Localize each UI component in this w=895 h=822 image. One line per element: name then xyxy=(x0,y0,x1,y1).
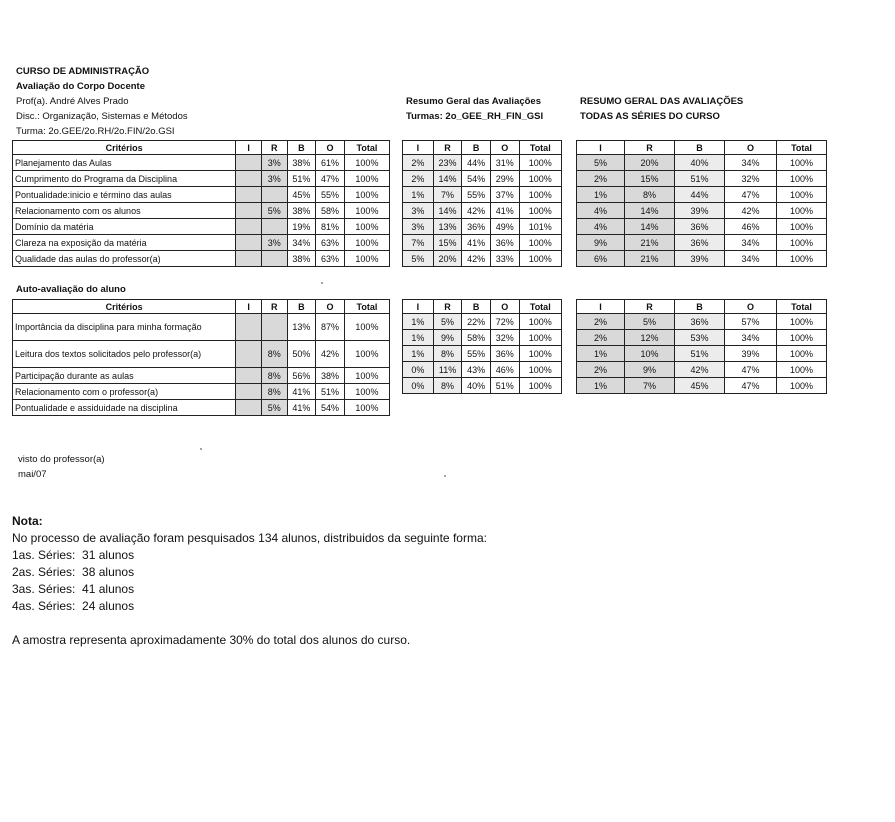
col-r-cell: 8% xyxy=(433,378,462,394)
col-r-cell: 8% xyxy=(261,384,287,400)
col-i-cell: 0% xyxy=(403,362,434,378)
all-series-title: RESUMO GERAL DAS AVALIAÇÕES xyxy=(580,96,744,107)
col-b-cell: 36% xyxy=(675,219,725,235)
total-cell: 100% xyxy=(344,384,389,400)
col-o-cell: 36% xyxy=(490,346,519,362)
scan-speck xyxy=(200,448,202,450)
col-r-cell: 21% xyxy=(625,251,675,267)
table-row xyxy=(13,219,390,235)
col-b-cell: 56% xyxy=(287,368,316,384)
col-i-cell xyxy=(236,341,262,368)
col-r-cell: 23% xyxy=(433,155,462,171)
table-row xyxy=(577,155,827,171)
total-cell: 100% xyxy=(519,251,561,267)
col-r-cell: 3% xyxy=(261,171,287,187)
col-b-header: B xyxy=(462,141,491,155)
col-o-cell: 61% xyxy=(316,155,345,171)
col-i-cell: 1% xyxy=(577,346,625,362)
col-i-cell xyxy=(236,235,262,251)
col-o-cell: 47% xyxy=(725,362,777,378)
criteria-cell: Leitura dos textos solicitados pelo professor(a) xyxy=(13,341,236,368)
col-r-cell: 15% xyxy=(625,171,675,187)
col-b-cell: 45% xyxy=(287,187,316,203)
teacher-eval-table-summary xyxy=(402,140,562,267)
col-i-header: I xyxy=(577,300,625,314)
table-header-row xyxy=(577,300,827,314)
col-i-cell xyxy=(236,251,262,267)
col-b-cell: 54% xyxy=(462,171,491,187)
total-cell: 100% xyxy=(344,341,389,368)
table-row xyxy=(13,314,390,341)
col-o-cell: 49% xyxy=(490,219,519,235)
table-row xyxy=(13,384,390,400)
col-r-header: R xyxy=(625,300,675,314)
col-b-cell: 42% xyxy=(462,203,491,219)
col-i-header: I xyxy=(403,141,434,155)
col-total-header: Total xyxy=(777,141,827,155)
criteria-cell: Planejamento das Aulas xyxy=(13,155,236,171)
col-i-cell: 2% xyxy=(403,155,434,171)
table-row xyxy=(403,171,562,187)
col-b-cell: 39% xyxy=(675,203,725,219)
col-i-cell: 0% xyxy=(403,378,434,394)
col-b-cell: 22% xyxy=(462,314,491,330)
total-cell: 100% xyxy=(344,155,389,171)
col-i-cell: 6% xyxy=(577,251,625,267)
total-cell: 100% xyxy=(519,171,561,187)
summary-title: Resumo Geral das Avaliações xyxy=(406,96,541,107)
total-cell: 100% xyxy=(344,171,389,187)
col-b-cell: 34% xyxy=(287,235,316,251)
col-b-cell: 19% xyxy=(287,219,316,235)
col-i-cell xyxy=(236,384,262,400)
col-i-cell xyxy=(236,203,262,219)
col-b-cell: 55% xyxy=(462,187,491,203)
table-row xyxy=(403,362,562,378)
criteria-header: Critérios xyxy=(13,300,236,314)
self-eval-table-all-series xyxy=(576,299,827,394)
criteria-cell: Pontualidade:inicio e término das aulas xyxy=(13,187,236,203)
col-o-cell: 37% xyxy=(490,187,519,203)
col-i-cell: 2% xyxy=(403,171,434,187)
total-cell: 100% xyxy=(519,378,561,394)
col-r-cell: 3% xyxy=(261,155,287,171)
col-b-cell: 45% xyxy=(675,378,725,394)
col-r-cell: 21% xyxy=(625,235,675,251)
col-i-header: I xyxy=(577,141,625,155)
table-row xyxy=(577,171,827,187)
col-total-header: Total xyxy=(777,300,827,314)
professor-name: Prof(a). André Alves Prado xyxy=(16,96,129,107)
col-o-cell: 47% xyxy=(316,171,345,187)
total-cell: 101% xyxy=(519,219,561,235)
table-row xyxy=(403,187,562,203)
col-r-cell: 8% xyxy=(261,341,287,368)
col-r-cell: 14% xyxy=(433,203,462,219)
col-o-cell: 54% xyxy=(316,400,345,416)
col-i-header: I xyxy=(403,300,434,314)
col-o-cell: 87% xyxy=(316,314,345,341)
total-cell: 100% xyxy=(519,314,561,330)
criteria-cell: Relacionamento com o professor(a) xyxy=(13,384,236,400)
col-i-cell xyxy=(236,400,262,416)
scan-speck xyxy=(444,475,446,477)
col-r-cell: 5% xyxy=(625,314,675,330)
col-b-cell: 43% xyxy=(462,362,491,378)
col-r-header: R xyxy=(261,300,287,314)
table-row xyxy=(403,155,562,171)
col-i-cell: 1% xyxy=(403,314,434,330)
col-r-header: R xyxy=(261,141,287,155)
col-b-cell: 36% xyxy=(675,235,725,251)
col-o-header: O xyxy=(490,141,519,155)
col-b-cell: 40% xyxy=(462,378,491,394)
total-cell: 100% xyxy=(344,251,389,267)
col-r-cell: 20% xyxy=(433,251,462,267)
all-series-subtitle: TODAS AS SÉRIES DO CURSO xyxy=(580,111,720,122)
col-b-cell: 41% xyxy=(287,384,316,400)
total-cell: 100% xyxy=(777,362,827,378)
col-i-cell xyxy=(236,219,262,235)
total-cell: 100% xyxy=(777,314,827,330)
self-eval-table-summary xyxy=(402,299,562,394)
col-i-cell: 3% xyxy=(403,219,434,235)
col-i-cell: 1% xyxy=(403,187,434,203)
col-i-cell: 3% xyxy=(403,203,434,219)
table-row xyxy=(577,362,827,378)
col-r-cell: 8% xyxy=(261,368,287,384)
criteria-header: Critérios xyxy=(13,141,236,155)
total-cell: 100% xyxy=(777,187,827,203)
col-b-cell: 13% xyxy=(287,314,316,341)
col-b-cell: 40% xyxy=(675,155,725,171)
table-row xyxy=(13,400,390,416)
col-r-header: R xyxy=(433,300,462,314)
total-cell: 100% xyxy=(344,400,389,416)
criteria-cell: Importância da disciplina para minha formação xyxy=(13,314,236,341)
col-o-cell: 51% xyxy=(316,384,345,400)
col-b-cell: 53% xyxy=(675,330,725,346)
col-b-header: B xyxy=(287,141,316,155)
col-b-header: B xyxy=(675,300,725,314)
col-i-cell: 1% xyxy=(577,378,625,394)
col-o-cell: 41% xyxy=(490,203,519,219)
table-row xyxy=(13,341,390,368)
col-i-cell: 2% xyxy=(577,314,625,330)
col-o-cell: 39% xyxy=(725,346,777,362)
col-o-cell: 46% xyxy=(490,362,519,378)
col-b-cell: 36% xyxy=(462,219,491,235)
col-b-cell: 39% xyxy=(675,251,725,267)
scan-speck xyxy=(321,282,323,284)
col-b-cell: 44% xyxy=(675,187,725,203)
total-cell: 100% xyxy=(344,368,389,384)
col-o-cell: 32% xyxy=(725,171,777,187)
col-r-cell xyxy=(261,219,287,235)
table-row xyxy=(577,330,827,346)
col-b-header: B xyxy=(675,141,725,155)
col-b-cell: 38% xyxy=(287,251,316,267)
report-date: mai/07 xyxy=(18,469,47,480)
self-eval-table-class xyxy=(12,299,390,416)
col-o-header: O xyxy=(725,141,777,155)
col-b-cell: 50% xyxy=(287,341,316,368)
col-r-cell: 7% xyxy=(433,187,462,203)
col-o-header: O xyxy=(725,300,777,314)
col-i-cell: 4% xyxy=(577,203,625,219)
criteria-cell: Qualidade das aulas do professor(a) xyxy=(13,251,236,267)
col-i-cell: 5% xyxy=(577,155,625,171)
teacher-eval-table-class xyxy=(12,140,390,267)
col-b-cell: 42% xyxy=(675,362,725,378)
col-i-cell: 1% xyxy=(403,346,434,362)
table-row xyxy=(577,203,827,219)
series-item: 4as. Séries: 24 alunos xyxy=(12,599,135,613)
col-i-cell xyxy=(236,187,262,203)
series-item: 2as. Séries: 38 alunos xyxy=(12,565,135,579)
table-row xyxy=(577,187,827,203)
table-row xyxy=(403,314,562,330)
col-b-cell: 41% xyxy=(462,235,491,251)
total-cell: 100% xyxy=(519,362,561,378)
col-o-cell: 63% xyxy=(316,235,345,251)
col-i-cell: 9% xyxy=(577,235,625,251)
total-cell: 100% xyxy=(519,187,561,203)
col-r-cell xyxy=(261,187,287,203)
col-o-cell: 33% xyxy=(490,251,519,267)
series-list xyxy=(12,547,134,615)
table-row xyxy=(577,251,827,267)
col-i-cell: 1% xyxy=(577,187,625,203)
col-r-header: R xyxy=(625,141,675,155)
summary-classes: Turmas: 2o_GEE_RH_FIN_GSI xyxy=(406,111,544,122)
total-cell: 100% xyxy=(777,251,827,267)
total-cell: 100% xyxy=(777,346,827,362)
col-r-cell: 15% xyxy=(433,235,462,251)
table-row xyxy=(403,203,562,219)
total-cell: 100% xyxy=(777,330,827,346)
table-header-row xyxy=(403,141,562,155)
professor-signature-label: visto do professor(a) xyxy=(18,454,105,465)
total-cell: 100% xyxy=(519,346,561,362)
table-row xyxy=(403,378,562,394)
col-o-cell: 47% xyxy=(725,187,777,203)
col-r-cell: 14% xyxy=(433,171,462,187)
table-row xyxy=(403,346,562,362)
table-row xyxy=(577,378,827,394)
table-row xyxy=(13,251,390,267)
col-o-cell: 46% xyxy=(725,219,777,235)
course-title: CURSO DE ADMINISTRAÇÃO xyxy=(16,66,150,77)
table-row xyxy=(13,171,390,187)
col-o-cell: 72% xyxy=(490,314,519,330)
col-i-cell: 2% xyxy=(577,171,625,187)
sample-note: A amostra representa aproximadamente 30% do total dos alunos do curso. xyxy=(12,633,411,647)
col-total-header: Total xyxy=(519,141,561,155)
table-row xyxy=(13,187,390,203)
col-total-header: Total xyxy=(344,300,389,314)
table-row xyxy=(403,235,562,251)
total-cell: 100% xyxy=(344,314,389,341)
table-row xyxy=(577,235,827,251)
self-eval-title: Auto-avaliação do aluno xyxy=(16,284,126,295)
col-r-header: R xyxy=(433,141,462,155)
col-r-cell: 12% xyxy=(625,330,675,346)
col-o-cell: 34% xyxy=(725,155,777,171)
table-row xyxy=(403,330,562,346)
col-b-cell: 51% xyxy=(675,171,725,187)
series-item: 3as. Séries: 41 alunos xyxy=(12,582,135,596)
col-o-cell: 34% xyxy=(725,235,777,251)
col-b-header: B xyxy=(287,300,316,314)
col-o-header: O xyxy=(316,300,345,314)
total-cell: 100% xyxy=(344,187,389,203)
note-intro: No processo de avaliação foram pesquisados 134 alunos, distribuidos da seguinte forma: xyxy=(12,531,487,545)
col-b-cell: 38% xyxy=(287,155,316,171)
col-b-cell: 58% xyxy=(462,330,491,346)
col-b-cell: 38% xyxy=(287,203,316,219)
col-o-cell: 63% xyxy=(316,251,345,267)
col-i-cell: 2% xyxy=(577,362,625,378)
total-cell: 100% xyxy=(777,219,827,235)
col-b-header: B xyxy=(462,300,491,314)
table-row xyxy=(577,346,827,362)
document-subtitle: Avaliação do Corpo Docente xyxy=(16,81,145,92)
col-o-cell: 34% xyxy=(725,251,777,267)
col-r-cell: 14% xyxy=(625,219,675,235)
total-cell: 100% xyxy=(344,203,389,219)
col-i-cell xyxy=(236,368,262,384)
col-r-cell: 9% xyxy=(433,330,462,346)
total-cell: 100% xyxy=(777,203,827,219)
table-row xyxy=(13,235,390,251)
col-total-header: Total xyxy=(519,300,561,314)
col-r-cell: 9% xyxy=(625,362,675,378)
col-r-cell: 5% xyxy=(433,314,462,330)
note-title: Nota: xyxy=(12,514,43,528)
col-o-cell: 36% xyxy=(490,235,519,251)
col-i-cell: 2% xyxy=(577,330,625,346)
table-header-row xyxy=(13,141,390,155)
criteria-cell: Cumprimento do Programa da Disciplina xyxy=(13,171,236,187)
col-i-cell xyxy=(236,155,262,171)
table-header-row xyxy=(403,300,562,314)
col-i-cell: 4% xyxy=(577,219,625,235)
total-cell: 100% xyxy=(344,219,389,235)
discipline-name: Disc.: Organização, Sistemas e Métodos xyxy=(16,111,188,122)
col-i-cell xyxy=(236,171,262,187)
col-r-cell: 3% xyxy=(261,235,287,251)
col-o-cell: 51% xyxy=(490,378,519,394)
table-row xyxy=(403,219,562,235)
class-name: Turma: 2o.GEE/2o.RH/2o.FIN/2o.GSI xyxy=(16,126,175,137)
total-cell: 100% xyxy=(777,171,827,187)
series-item: 1as. Séries: 31 alunos xyxy=(12,548,135,562)
col-b-cell: 36% xyxy=(675,314,725,330)
col-i-header: I xyxy=(236,300,262,314)
col-b-cell: 55% xyxy=(462,346,491,362)
col-r-cell: 7% xyxy=(625,378,675,394)
col-o-header: O xyxy=(316,141,345,155)
col-i-cell: 7% xyxy=(403,235,434,251)
col-r-cell: 10% xyxy=(625,346,675,362)
criteria-cell: Relacionamento com os alunos xyxy=(13,203,236,219)
col-o-cell: 29% xyxy=(490,171,519,187)
col-i-cell: 1% xyxy=(403,330,434,346)
col-total-header: Total xyxy=(344,141,389,155)
col-o-cell: 55% xyxy=(316,187,345,203)
table-row xyxy=(13,203,390,219)
total-cell: 100% xyxy=(344,235,389,251)
col-o-cell: 42% xyxy=(316,341,345,368)
criteria-cell: Domínio da matéria xyxy=(13,219,236,235)
criteria-cell: Clareza na exposição da matéria xyxy=(13,235,236,251)
total-cell: 100% xyxy=(519,330,561,346)
teacher-eval-table-all-series xyxy=(576,140,827,267)
col-i-cell: 5% xyxy=(403,251,434,267)
col-r-cell: 14% xyxy=(625,203,675,219)
col-o-cell: 31% xyxy=(490,155,519,171)
col-o-cell: 47% xyxy=(725,378,777,394)
col-r-cell: 8% xyxy=(625,187,675,203)
criteria-cell: Pontualidade e assiduidade na disciplina xyxy=(13,400,236,416)
total-cell: 100% xyxy=(519,155,561,171)
table-row xyxy=(403,251,562,267)
col-r-cell xyxy=(261,251,287,267)
total-cell: 100% xyxy=(777,378,827,394)
criteria-cell: Participação durante as aulas xyxy=(13,368,236,384)
col-b-cell: 51% xyxy=(675,346,725,362)
table-row xyxy=(13,155,390,171)
col-o-cell: 32% xyxy=(490,330,519,346)
col-i-header: I xyxy=(236,141,262,155)
col-r-cell xyxy=(261,314,287,341)
col-o-cell: 81% xyxy=(316,219,345,235)
col-o-cell: 42% xyxy=(725,203,777,219)
col-o-cell: 34% xyxy=(725,330,777,346)
total-cell: 100% xyxy=(777,155,827,171)
col-b-cell: 44% xyxy=(462,155,491,171)
col-r-cell: 11% xyxy=(433,362,462,378)
total-cell: 100% xyxy=(519,203,561,219)
col-b-cell: 51% xyxy=(287,171,316,187)
col-r-cell: 13% xyxy=(433,219,462,235)
col-i-cell xyxy=(236,314,262,341)
col-b-cell: 41% xyxy=(287,400,316,416)
total-cell: 100% xyxy=(777,235,827,251)
table-row xyxy=(577,314,827,330)
col-o-cell: 38% xyxy=(316,368,345,384)
table-header-row xyxy=(577,141,827,155)
col-r-cell: 5% xyxy=(261,400,287,416)
col-r-cell: 5% xyxy=(261,203,287,219)
col-o-header: O xyxy=(490,300,519,314)
col-o-cell: 58% xyxy=(316,203,345,219)
total-cell: 100% xyxy=(519,235,561,251)
table-header-row xyxy=(13,300,390,314)
col-r-cell: 8% xyxy=(433,346,462,362)
col-o-cell: 57% xyxy=(725,314,777,330)
col-r-cell: 20% xyxy=(625,155,675,171)
table-row xyxy=(577,219,827,235)
table-row xyxy=(13,368,390,384)
col-b-cell: 42% xyxy=(462,251,491,267)
